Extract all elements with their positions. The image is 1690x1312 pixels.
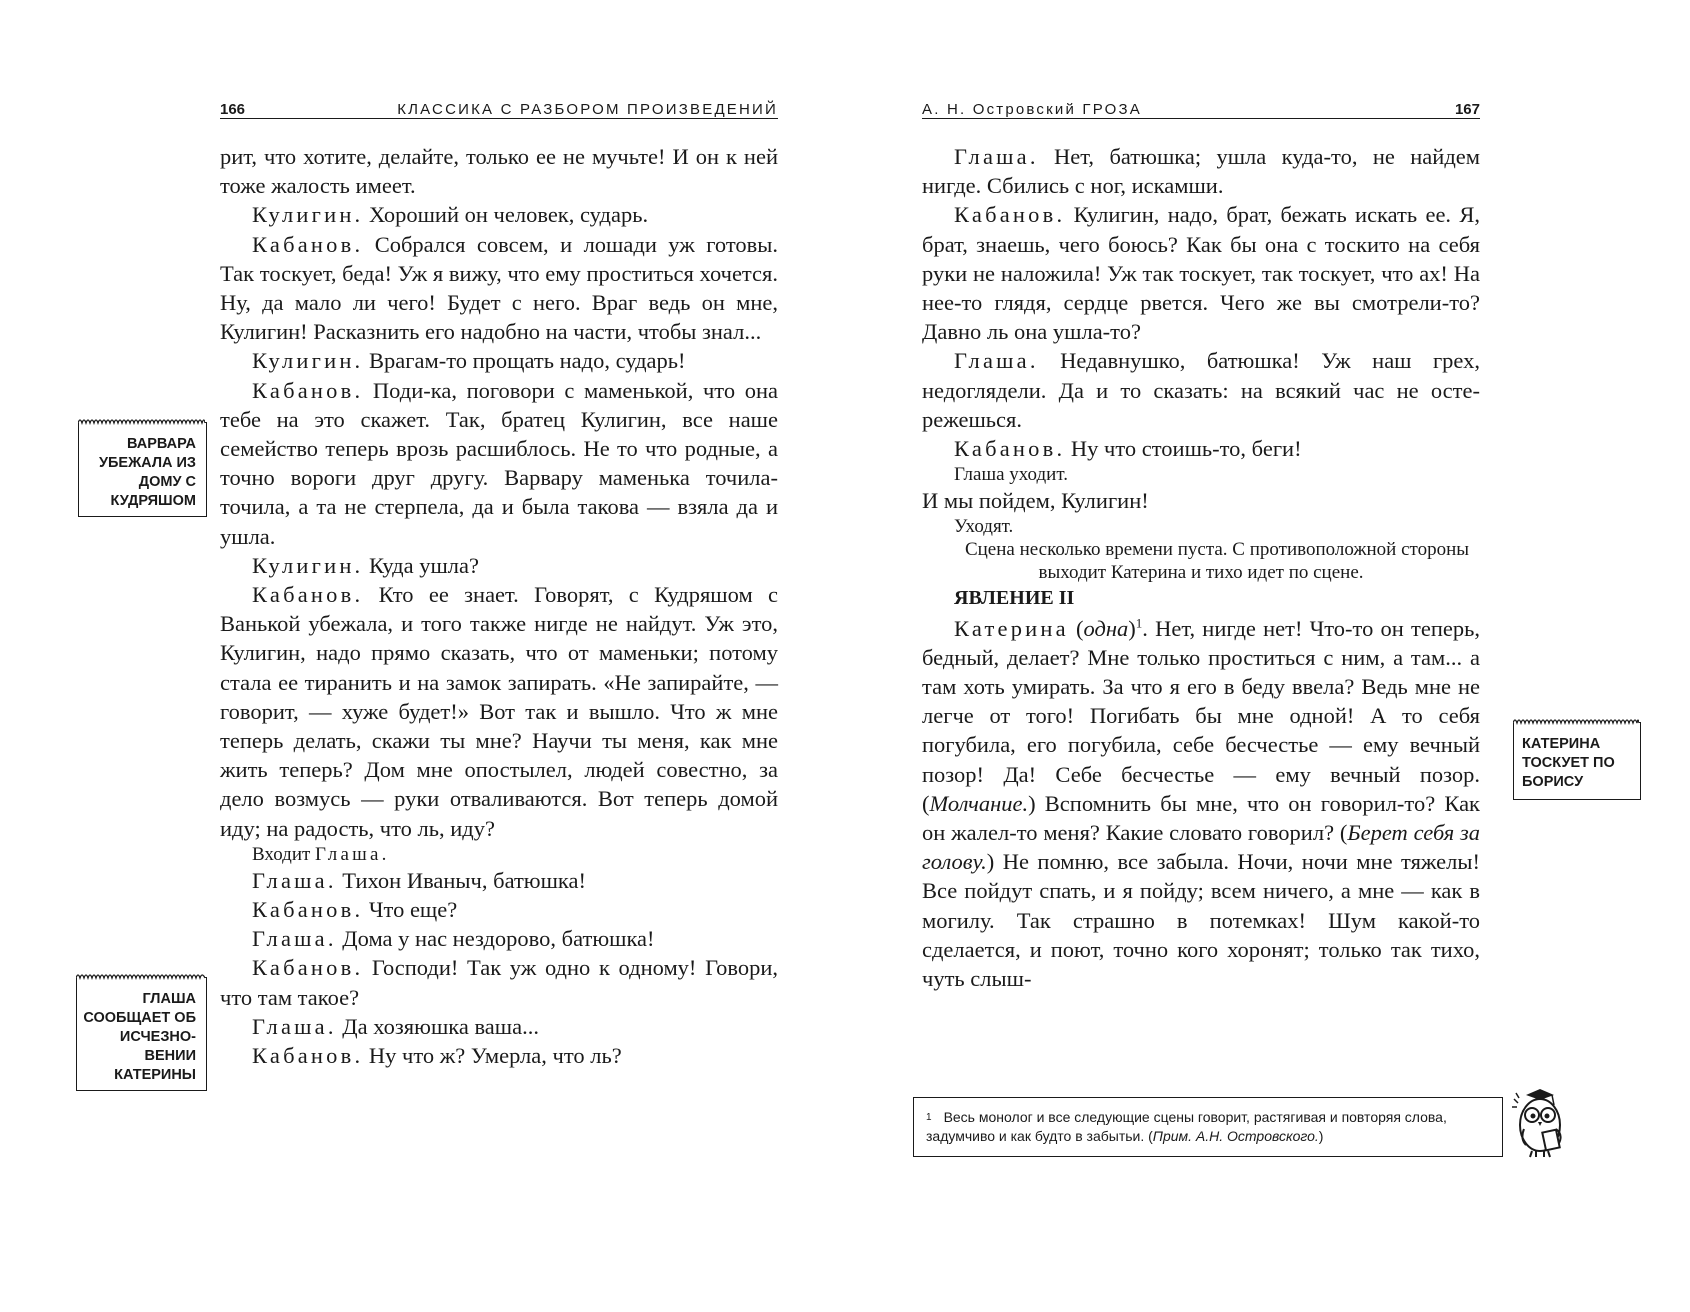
dialogue-line: Кабанов. Кто ее знает. Говорят, с Кудряшом с Ванькой убежала, и того также нигде не найдут. Уж это, Кулигин, надо прямо сказать, что от маменьки; потому стала ее тиранить и на замок запирать. «Не запирайте, — говорит, — хуже будет!» Вот так и вышло. Что ж мне теперь делать, скажи ты мне? Научи ты меня, как мне жить теперь? Дом мне опостылел, людей совестно, за дело возмусь — руки отваливаются. Вот теперь домой иду; на радость, что ль, иду? xyxy=(220,582,778,841)
speaker-name: Глаша. xyxy=(252,1013,337,1039)
dialogue-line: Кабанов. Собрался совсем, и лошади уж готовы. Так тоскует, беда! Уж я вижу, что ему проститься хочется. Ну, да мало ли чего! Будет с него. Враг ведь он мне, Кулигин! Расказнить его надобно на части, чтобы знал... xyxy=(220,231,778,345)
wavy-edge-icon xyxy=(78,415,205,425)
dialogue-line: Кабанов. Ну что стоишь-то, беги! xyxy=(954,436,1302,462)
dialogue-line: Кабанов. Господи! Так уж одно к одному! Говори, что там такое? xyxy=(220,955,778,1010)
wavy-edge-icon xyxy=(76,970,205,980)
speaker-name: Кабанов. xyxy=(252,1043,364,1069)
side-note-varvara: ВАРВАРА УБЕЖАЛА ИЗ ДОМУ С КУДРЯШОМ xyxy=(78,422,207,517)
speaker-name: Кулигин. xyxy=(252,552,364,578)
dialogue-line: Глаша. Дома у нас нездорово, батюшка! xyxy=(252,926,655,952)
speaker-name: Кабанов. xyxy=(954,436,1066,462)
speaker-name: Глаша. xyxy=(954,144,1039,169)
page-number-left: 166 xyxy=(220,101,246,118)
side-note-katerina: КАТЕРИНА ТОСКУЕТ ПО БОРИСУ xyxy=(1513,722,1641,800)
dialogue-line: Глаша. Тихон Иваныч, батюшка! xyxy=(252,867,587,893)
speaker-name: Кабанов. xyxy=(252,231,364,257)
speaker-name: Кулигин. xyxy=(252,202,364,228)
footnote-attribution: Прим. А.Н. Островского. xyxy=(1152,1128,1319,1144)
monologue: Катерина (одна)$^1$. Нет, нигде нет! Что-то он теперь, бедный, делает? Мне только проститься с ним, а там... а там хоть умирать. За что я его в беду ввела? Ведь мне не легче от того! Погибать бы мне одной! А то себя погубила, его погубила, себе бесчестье — ему вечный позор! Да! Себе бесчестье — ему вечный позор. (Молчание.) Вспомнить бы мне, что он говорил-то? Как он жалел-то меня? Какие словато говорил? (Берет себя за голову.) Не помню, все забыла. Ночи, ночи мне тяжелы! Все пойдут спать, и я пойду; всем ничего, а мне — как в могилу. Так страшно в потемках! Шум какой-то сделается, и поют, точно кого хоронят; только так тихо, чуть слыш- xyxy=(922,615,1480,992)
owl-scholar-icon xyxy=(1508,1085,1572,1165)
dialogue-line: Кабанов. Что еще? xyxy=(252,897,458,923)
speaker-name: Кабанов. xyxy=(252,955,364,981)
wavy-edge-icon xyxy=(1513,715,1639,725)
dialogue-line: Глаша. Недавнушко, батюшка! Уж наш грех, недоглядели. Да и то сказать: на всякий час не остережешься. xyxy=(922,348,1480,432)
page-number-right: 167 xyxy=(1454,101,1480,118)
dialogue-line: Кабанов. Поди-ка, поговори с маменькой, что она тебе на это скажет. Так, братец Кулигин, все наше семейство теперь врозь расшиблось. Не то что родные, а точно вороги друг другу. Варвару маменька точила-точила, а та не стерпела, да и была такова — взяла да и ушла. xyxy=(220,377,778,549)
dialogue-line: Глаша. Да хозяюшка ваша... xyxy=(252,1013,539,1039)
speaker-name: Кабанов. xyxy=(252,897,364,923)
dialogue-line: Глаша. Нет, батюшка; ушла куда-то, не найдем нигде. Сбились с ног, искамши. xyxy=(922,144,1480,199)
stage-direction: Глаша уходит. xyxy=(954,464,1068,486)
stage-direction-scene: Сцена несколько времени пуста. С противоположной стороны выходит Катерина и тихо идет по сцене. xyxy=(964,539,1470,584)
dialogue-line: И мы пойдем, Кулигин! xyxy=(922,488,1149,514)
footnote-number: 1 xyxy=(926,1112,932,1123)
dialogue-line: Кабанов. Ну что ж? Умерла, что ль? xyxy=(252,1043,622,1069)
speaker-name: Кабанов. xyxy=(252,582,364,608)
footnote-text: Весь монолог и все следующие сцены говорит, растягивая и повторяя слова, задумчиво и как будто в забытьи. ( xyxy=(926,1109,1447,1144)
speaker-name: Кулигин. xyxy=(252,348,364,374)
stage-direction: Уходят. xyxy=(954,516,1014,538)
dialogue-line: Кулигин. Куда ушла? xyxy=(252,552,479,578)
running-head-right: А. Н. Островский ГРОЗА xyxy=(922,101,1142,118)
left-text-column xyxy=(220,142,778,1070)
dialogue-line: Кулигин. Хороший он человек, сударь. xyxy=(252,202,649,228)
stage-direction: Входит Глаша. xyxy=(252,843,390,865)
remark: одна xyxy=(1083,615,1129,641)
running-header-right xyxy=(922,94,1480,119)
speaker-name: Кабанов. xyxy=(954,202,1066,228)
remark: Берет себя за голову. xyxy=(922,820,1480,875)
speaker-name: Глаша. xyxy=(252,926,337,952)
speaker-name: Глаша. xyxy=(954,348,1039,374)
dialogue-line: Кабанов. Кулигин, надо, брат, бежать искать ее. Я, брат, знаешь, чего боюсь? Как бы она с тоскито на себя руки не наложила! Уж так тоскует, так тоскует, что ах! На нее-то глядя, сердце рвется. Чего же вы смотрели-то? Давно ль она ушла-то? xyxy=(922,202,1480,345)
paragraph: рит, что хотите, делайте, только ее не мучьте! И он к ней тоже жалость имеет. xyxy=(220,144,778,199)
remark: Молчание. xyxy=(929,790,1029,816)
speaker-name: Катерина xyxy=(954,615,1069,641)
footnote-mark: 1 xyxy=(1135,615,1143,631)
running-head-left: КЛАССИКА С РАЗБОРОМ ПРОИЗВЕДЕНИЙ xyxy=(397,101,778,118)
right-text-column xyxy=(922,142,1480,993)
dialogue-line: Кулигин. Врагам-то прощать надо, сударь! xyxy=(252,348,686,374)
speaker-name: Глаша. xyxy=(252,867,337,893)
speaker-name: Кабанов. xyxy=(252,377,364,403)
scene-heading: ЯВЛЕНИЕ II xyxy=(954,587,1075,610)
running-header-left xyxy=(220,94,778,119)
footnote-box: $^1$ Весь монолог и все следующие сцены говорит, растягивая и повторяя слова, задумчиво и как будто в забытьи. (Прим. А.Н. Островского.) xyxy=(913,1097,1503,1157)
side-note-glasha: ГЛАША СООБЩАЕТ ОБ ИСЧЕЗНОВЕНИИ КАТЕРИНЫ xyxy=(76,977,207,1091)
